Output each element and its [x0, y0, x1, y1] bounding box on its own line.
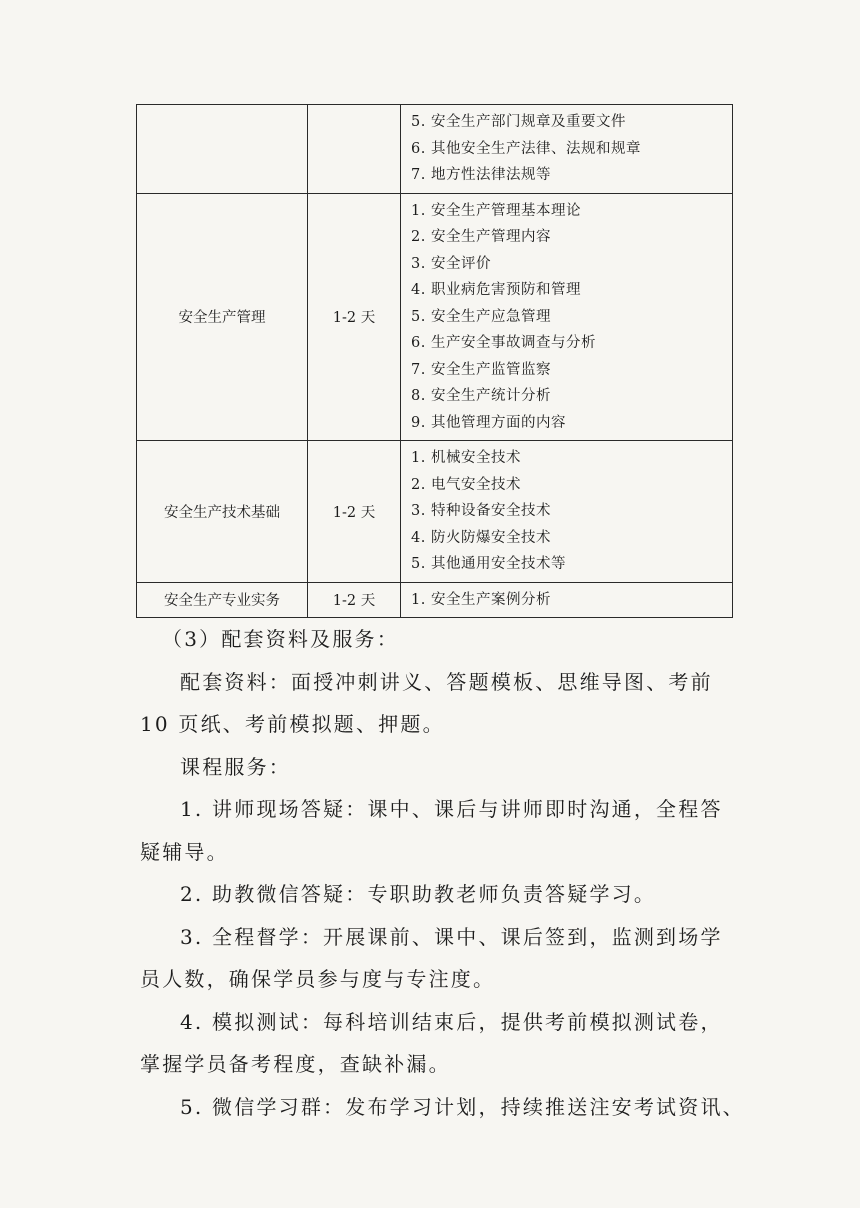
content-item: 5. 安全生产部门规章及重要文件 [411, 114, 626, 130]
content-item: 3. 安全评价 [411, 255, 491, 272]
content-item: 8. 安全生产统计分析 [411, 388, 551, 404]
service-3-line-1: 3. 全程督学：开展课前、课中、课后签到，监测到场学 [180, 924, 723, 949]
section-heading: （3）配套资料及服务： [162, 627, 399, 651]
table-row [137, 441, 733, 583]
subject-cell: 安全生产管理 [137, 193, 308, 441]
content-cell [401, 441, 733, 583]
services-heading: 课程服务： [180, 754, 291, 779]
content-item: 9. 其他管理方面的内容 [411, 414, 566, 431]
table-row [137, 193, 733, 441]
subject-cell: 安全生产专业实务 [137, 582, 308, 618]
service-2: 2. 助教微信答疑：专职助教老师负责答疑学习。 [180, 882, 657, 906]
service-3-line-2: 员人数，确保学员参与度与专注度。 [140, 967, 496, 991]
table-row [137, 105, 733, 194]
materials-line-2: 10 页纸、考前模拟题、押题。 [140, 712, 445, 736]
content-item: 6. 生产安全事故调查与分析 [411, 335, 596, 351]
duration-cell: 1-2 天 [308, 441, 401, 583]
course-table-body [137, 105, 733, 618]
content-item: 1. 安全生产管理基本理论 [411, 202, 581, 219]
content-item: 6. 其他安全生产法律、法规和规章 [411, 140, 641, 157]
table-row [137, 582, 733, 618]
content-item: 4. 职业病危害预防和管理 [411, 282, 581, 298]
services-section [140, 618, 745, 1128]
subject-cell: 安全生产技术基础 [137, 441, 308, 583]
duration-cell [308, 105, 401, 194]
duration-cell: 1-2 天 [308, 582, 401, 618]
service-1-line-2: 疑辅导。 [140, 839, 229, 864]
service-4-line-2: 掌握学员备考程度，查缺补漏。 [140, 1052, 451, 1076]
content-cell [401, 582, 733, 618]
content-cell [401, 105, 733, 194]
content-item: 7. 安全生产监管监察 [411, 361, 551, 378]
content-item: 7. 地方性法律法规等 [411, 167, 551, 183]
content-item: 2. 安全生产管理内容 [411, 229, 551, 245]
service-1-line-1: 1. 讲师现场答疑：课中、课后与讲师即时沟通，全程答 [180, 797, 723, 821]
duration-cell: 1-2 天 [308, 193, 401, 441]
service-5: 5. 微信学习群：发布学习计划，持续推送注安考试资讯、 [180, 1094, 745, 1119]
subject-cell [137, 105, 308, 194]
service-4-line-1: 4. 模拟测试：每科培训结束后，提供考前模拟测试卷， [180, 1009, 723, 1034]
course-table [136, 104, 733, 618]
content-item: 2. 电气安全技术 [411, 476, 521, 493]
content-item: 5. 安全生产应急管理 [411, 308, 551, 325]
content-item: 1. 机械安全技术 [411, 450, 521, 466]
content-item: 1. 安全生产案例分析 [411, 591, 551, 608]
content-item: 4. 防火防爆安全技术 [411, 529, 551, 546]
materials-line-1: 配套资料：面授冲刺讲义、答题模板、思维导图、考前 [180, 669, 713, 694]
content-item: 3. 特种设备安全技术 [411, 503, 551, 519]
content-item: 5. 其他通用安全技术等 [411, 556, 566, 572]
content-cell [401, 193, 733, 441]
